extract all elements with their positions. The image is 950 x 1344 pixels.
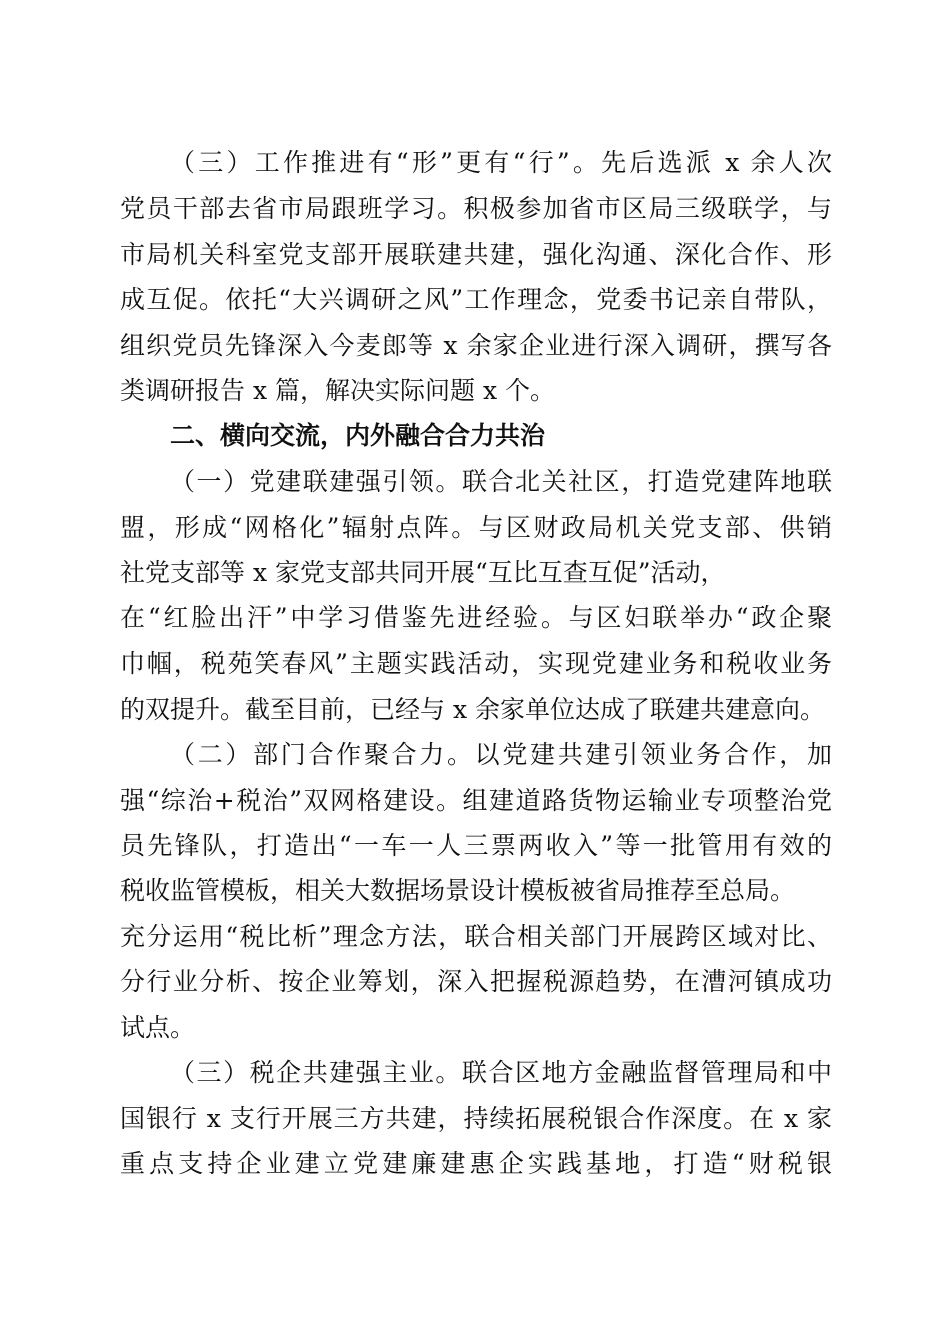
paragraph-line: 的双提升。截至目前，已经与 x 余家单位达成了联建共建意向。 [120,695,825,724]
paragraph-line: 组织党员先锋深入今麦郎等 x 余家企业进行深入调研，撰写各 [120,331,832,360]
paragraph-line: 成互促。依托“大兴调研之风”工作理念，党委书记亲自带队， [120,285,832,314]
paragraph-line: 试点。 [120,1013,196,1042]
paragraph-line: （三）税企共建强主业。联合区地方金融监督管理局和中 [170,1058,832,1087]
paragraph-line: 市局机关科室党支部开展联建共建，强化沟通、深化合作、形 [120,240,832,269]
paragraph-line: 党员干部去省市局跟班学习。积极参加省市区局三级联学，与 [120,194,832,223]
paragraph-line: 税收监管模板，相关大数据场景设计模板被省局推荐至总局。 [120,876,796,905]
paragraph-line: （二）部门合作聚合力。以党建共建引领业务合作，加 [170,740,832,769]
paragraph-line: （一）党建联建强引领。联合北关社区，打造党建阵地联 [170,467,832,496]
paragraph-line: 充分运用“税比析”理念方法，联合相关部门开展跨区域对比、 [120,922,832,951]
paragraph-line: 强“综治+税治”双网格建设。组建道路货物运输业专项整治党 [120,786,832,815]
paragraph-line: 在“红脸出汗”中学习借鉴先进经验。与区妇联举办“政企聚 [120,603,832,632]
paragraph-line: 社党支部等 x 家党支部共同开展“互比互查互促”活动， [120,558,726,587]
paragraph-line: 分行业分析、按企业筹划，深入把握税源趋势，在漕河镇成功 [120,967,832,996]
paragraph-line: 类调研报告 x 篇，解决实际问题 x 个。 [120,376,555,405]
paragraph-line: 国银行 x 支行开展三方共建，持续拓展税银合作深度。在 x 家 [120,1104,832,1133]
paragraph-line: 重点支持企业建立党建廉建惠企实践基地，打造“财税银 [120,1149,832,1178]
paragraph-line: 盟，形成“网格化”辐射点阵。与区财政局机关党支部、供销 [120,513,832,542]
paragraph-line: 巾帼，税苑笑春风”主题实践活动，实现党建业务和税收业务 [120,649,832,678]
paragraph-line: （三）工作推进有“形”更有“行”。先后选派 x 余人次 [170,148,832,177]
section-heading: 二、横向交流，内外融合合力共治 [170,421,546,450]
paragraph-line: 员先锋队，打造出“一车一人三票两收入”等一批管用有效的 [120,831,832,860]
